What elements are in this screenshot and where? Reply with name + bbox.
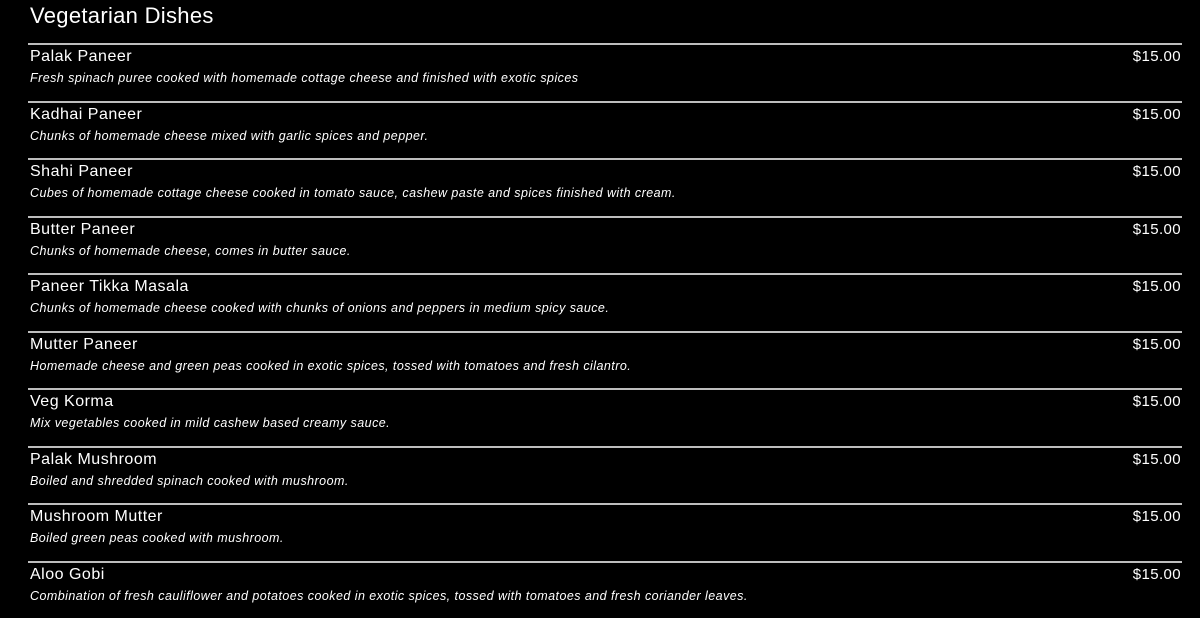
item-description: Boiled and shredded spinach cooked with mushroom. [30, 473, 349, 488]
item-name: Palak Mushroom [30, 450, 158, 468]
item-name: Aloo Gobi [30, 565, 105, 583]
item-name: Palak Paneer [30, 48, 133, 65]
item-description: Chunks of homemade cheese cooked with chunks of onions and peppers in medium spicy sauce. [30, 301, 610, 315]
item-description: Combination of fresh cauliflower and potatoes cooked in exotic spices, tossed with tomatoes and fresh coriander leaves. [30, 588, 748, 603]
item-price: $15.00 [1132, 163, 1181, 180]
item-name: Paneer Tikka Masala [30, 278, 189, 295]
menu-item-list [28, 43, 1182, 618]
item-price: $15.00 [1132, 220, 1181, 238]
item-price: $15.00 [1132, 278, 1181, 295]
item-name: Shahi Paneer [30, 163, 133, 180]
item-price: $15.00 [1132, 105, 1181, 123]
item-description: Fresh spinach puree cooked with homemade cottage cheese and finished with exotic spices [30, 71, 579, 85]
menu-item [28, 331, 1182, 389]
menu-item [28, 388, 1182, 446]
item-description: Chunks of homemade cheese, comes in butter sauce. [30, 243, 351, 258]
item-name: Mushroom Mutter [30, 508, 163, 525]
section-title: Vegetarian Dishes [30, 3, 214, 28]
item-description: Chunks of homemade cheese mixed with garlic spices and pepper. [30, 128, 429, 143]
item-price: $15.00 [1132, 393, 1181, 410]
menu-item [28, 101, 1182, 159]
menu-item [28, 158, 1182, 216]
item-price: $15.00 [1132, 450, 1181, 468]
menu-item [28, 561, 1182, 618]
item-description: Boiled green peas cooked with mushroom. [30, 531, 284, 545]
item-price: $15.00 [1132, 48, 1181, 65]
item-name: Kadhai Paneer [30, 105, 143, 123]
item-description: Mix vegetables cooked in mild cashew based creamy sauce. [30, 416, 391, 430]
menu-item [28, 273, 1182, 331]
item-price: $15.00 [1132, 565, 1181, 583]
item-price: $15.00 [1132, 335, 1181, 353]
item-description: Cubes of homemade cottage cheese cooked in tomato sauce, cashew paste and spices finished with cream. [30, 186, 676, 200]
menu-item [28, 503, 1182, 561]
item-name: Butter Paneer [30, 220, 136, 238]
item-price: $15.00 [1132, 508, 1181, 525]
item-description: Homemade cheese and green peas cooked in exotic spices, tossed with tomatoes and fresh cilantro. [30, 358, 632, 373]
menu-item [28, 43, 1182, 101]
item-name: Veg Korma [30, 393, 114, 410]
menu-item [28, 446, 1182, 504]
item-name: Mutter Paneer [30, 335, 138, 353]
menu-item [28, 216, 1182, 274]
